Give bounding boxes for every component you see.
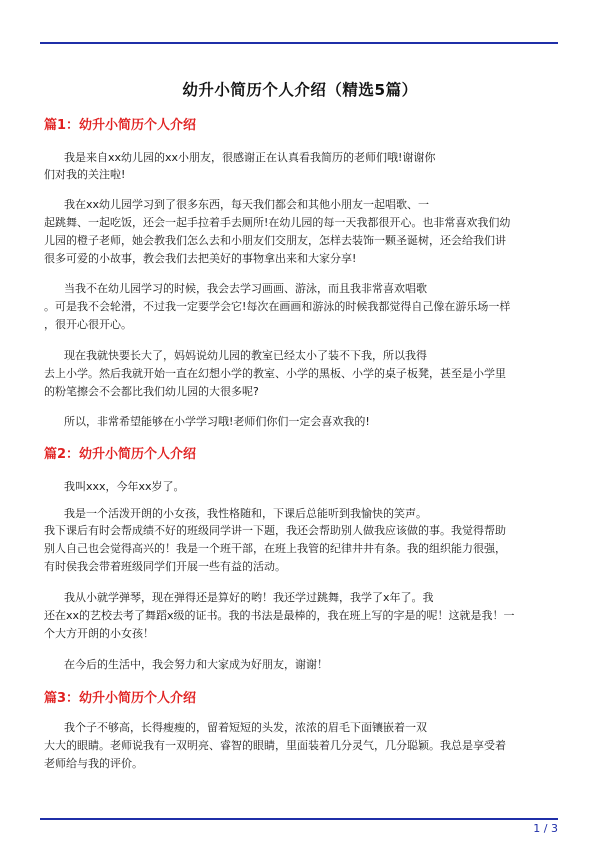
s1-p3-line-2: 。可是我不会轮滑，不过我一定要学会它!每次在画画和游泳的时候我都觉得自己像在游乐场一样: [44, 300, 511, 313]
s1-p3-line-3: ，很开心很开心。: [44, 318, 132, 331]
s3-p1-line-3: 老师给与我的评价。: [44, 757, 143, 770]
s1-p2-line-1: 我在xx幼儿园学习到了很多东西，每天我们都会和其他小朋友一起唱歌、一: [64, 198, 430, 211]
s3-p1-line-1: 我个子不够高，长得瘦瘦的，留着短短的头发，浓浓的眉毛下面镶嵌着一双: [64, 721, 427, 734]
s2-p4-line-1: 在今后的生活中，我会努力和大家成为好朋友，谢谢！: [64, 658, 328, 671]
s1-p1-line-1: 我是来自xx幼儿园的xx小朋友，很感谢正在认真看我简历的老师们哦!谢谢你: [64, 151, 436, 164]
s2-p2-line-4: 有时侯我会带着班级同学们开展一些有益的活动。: [44, 560, 286, 573]
header-rule: [40, 42, 558, 44]
s2-p2-line-3: 别人自己也会觉得高兴的！我是一个班干部，在班上我管的纪律井井有条。我的组织能力很强，: [44, 542, 506, 555]
s2-p2-line-2: 我下课后有时会帮成绩不好的班级同学讲一下题，我还会帮助别人做我应该做的事。我觉得帮助: [44, 524, 506, 537]
s2-p3-line-3: 个大方开朗的小女孩！: [44, 627, 154, 640]
s3-p1-line-2: 大大的眼睛。老师说我有一双明亮、睿智的眼睛，里面装着几分灵气，几分聪颖。我总是享受着: [44, 739, 506, 752]
s1-p2-line-3: 儿园的橙子老师，她会教我们怎么去和小朋友们交朋友，怎样去装饰一颗圣诞树，还会给我们讲: [44, 234, 506, 247]
s1-p2-line-2: 起跳舞、一起吃饭，还会一起手拉着手去厕所!在幼儿园的每一天我都很开心。也非常喜欢我们幼: [44, 216, 511, 229]
s1-p2-line-4: 很多可爱的小故事，教会我们去把美好的事物拿出来和大家分享!: [44, 252, 357, 265]
section-1-heading: 篇1：幼升小简历个人介绍: [44, 118, 197, 133]
section-2-heading: 篇2：幼升小简历个人介绍: [44, 447, 197, 462]
s1-p1-line-2: 们对我的关注啦!: [44, 168, 126, 181]
document-title: 幼升小简历个人介绍（精选5篇）: [182, 81, 418, 99]
s1-p4-line-2: 去上小学。然后我就开始一直在幻想小学的教室、小学的黑板、小学的桌子板凳，甚至是小学里: [44, 367, 506, 380]
s1-p4-line-3: 的粉笔擦会不会都比我们幼儿园的大很多呢?: [44, 385, 259, 398]
s2-p1-line-1: 我叫xxx，今年xx岁了。: [64, 480, 185, 493]
s2-p3-line-2: 还在xx的艺校去考了舞蹈x级的证书。我的书法是最棒的，我在班上写的字是的呢！这就是我！一: [44, 609, 515, 622]
s1-p3-line-1: 当我不在幼儿园学习的时候，我会去学习画画、游泳，而且我非常喜欢唱歌: [64, 282, 427, 295]
s1-p5-line-1: 所以，非常希望能够在小学学习哦!老师们你们一定会喜欢我的!: [64, 415, 370, 428]
page-number: 1 / 3: [533, 822, 558, 835]
s2-p2-line-1: 我是一个活泼开朗的小女孩，我性格随和，下课后总能听到我愉快的笑声。: [64, 507, 427, 520]
s2-p3-line-1: 我从小就学弹琴，现在弹得还是算好的哟！我还学过跳舞，我学了x年了。我: [64, 591, 434, 604]
footer-rule: [40, 818, 558, 820]
s1-p4-line-1: 现在我就快要长大了，妈妈说幼儿园的教室已经太小了装不下我，所以我得: [64, 349, 427, 362]
section-3-heading: 篇3：幼升小简历个人介绍: [44, 691, 197, 706]
